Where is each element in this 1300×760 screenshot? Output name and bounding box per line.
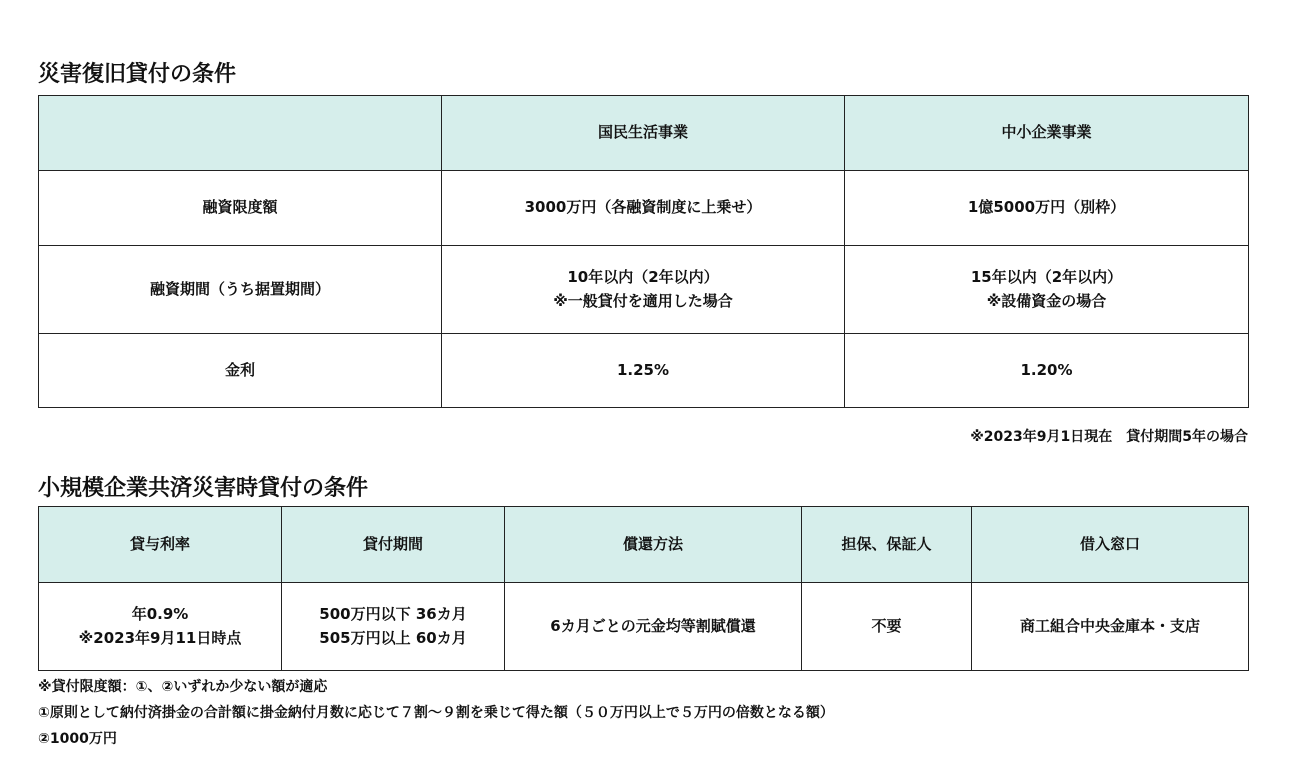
- table-cell: [845, 171, 1249, 246]
- note-line: ※貸付限度額：①、②いずれか少ない額が適応: [38, 679, 328, 695]
- note-line: ②1000万円: [38, 731, 117, 747]
- small-business-mutual-aid-loan-table: [38, 506, 1249, 671]
- table-row: [39, 246, 1249, 334]
- note-line: ①原則として納付済掛金の合計額に掛金納付月数に応じて７割～９割を乗じて得た額（５０万円以上で５万円の倍数となる額）: [38, 705, 834, 721]
- header-cell-kokumin: 国民生活事業: [442, 96, 845, 171]
- cell-line: ※設備資金の場合: [986, 291, 1107, 310]
- table-header-row: [39, 96, 1249, 171]
- table-cell: [282, 583, 505, 671]
- cell-line: 年0.9%: [131, 605, 189, 624]
- cell-line: 不要: [871, 616, 902, 635]
- section1-note: ※2023年9月1日現在 貸付期間5年の場合: [970, 429, 1248, 445]
- table-cell: [442, 334, 845, 408]
- table-row: [39, 171, 1249, 246]
- header-cell-rate: 貸与利率: [39, 507, 282, 583]
- cell-line: 3000万円（各融資制度に上乗せ）: [524, 198, 762, 217]
- table-cell: [505, 583, 802, 671]
- cell-line: 500万円以下 36カ月: [319, 605, 467, 624]
- header-cell-window: 借入窓口: [972, 507, 1249, 583]
- section2-title: 小規模企業共済災害時貸付の条件: [38, 476, 369, 501]
- table-cell: [39, 583, 282, 671]
- cell-line: 1.20%: [1020, 360, 1073, 379]
- cell-line: 15年以内（2年以内）: [970, 268, 1123, 287]
- table-row: [39, 583, 1249, 671]
- header-cell-chusho: 中小企業事業: [845, 96, 1249, 171]
- cell-line: 1億5000万円（別枠）: [967, 198, 1126, 217]
- disaster-recovery-loan-table: [38, 95, 1249, 408]
- row-label: 金利: [39, 334, 442, 408]
- table-header-row: [39, 507, 1249, 583]
- cell-line: 商工組合中央金庫本・支店: [1019, 616, 1200, 635]
- row-label: 融資限度額: [39, 171, 442, 246]
- header-cell-repayment: 償還方法: [505, 507, 802, 583]
- table-cell: [442, 171, 845, 246]
- cell-line: 10年以内（2年以内）: [567, 268, 719, 287]
- table-row: [39, 334, 1249, 408]
- table-cell: [845, 246, 1249, 334]
- table-cell: [845, 334, 1249, 408]
- table-cell: [802, 583, 972, 671]
- section2-notes: [38, 674, 834, 752]
- cell-line: 1.25%: [616, 360, 670, 379]
- row-label: 融資期間（うち据置期間）: [39, 246, 442, 334]
- table-cell: [972, 583, 1249, 671]
- cell-line: ※2023年9月11日時点: [78, 628, 242, 647]
- cell-line: ※一般貸付を適用した場合: [553, 291, 733, 310]
- header-cell-empty: [39, 96, 442, 171]
- table-cell: [442, 246, 845, 334]
- section1-title: 災害復旧貸付の条件: [38, 62, 237, 87]
- cell-line: 505万円以上 60カ月: [319, 628, 467, 647]
- header-cell-collateral: 担保、保証人: [802, 507, 972, 583]
- cell-line: 6カ月ごとの元金均等割賦償還: [550, 616, 756, 635]
- header-cell-period: 貸付期間: [282, 507, 505, 583]
